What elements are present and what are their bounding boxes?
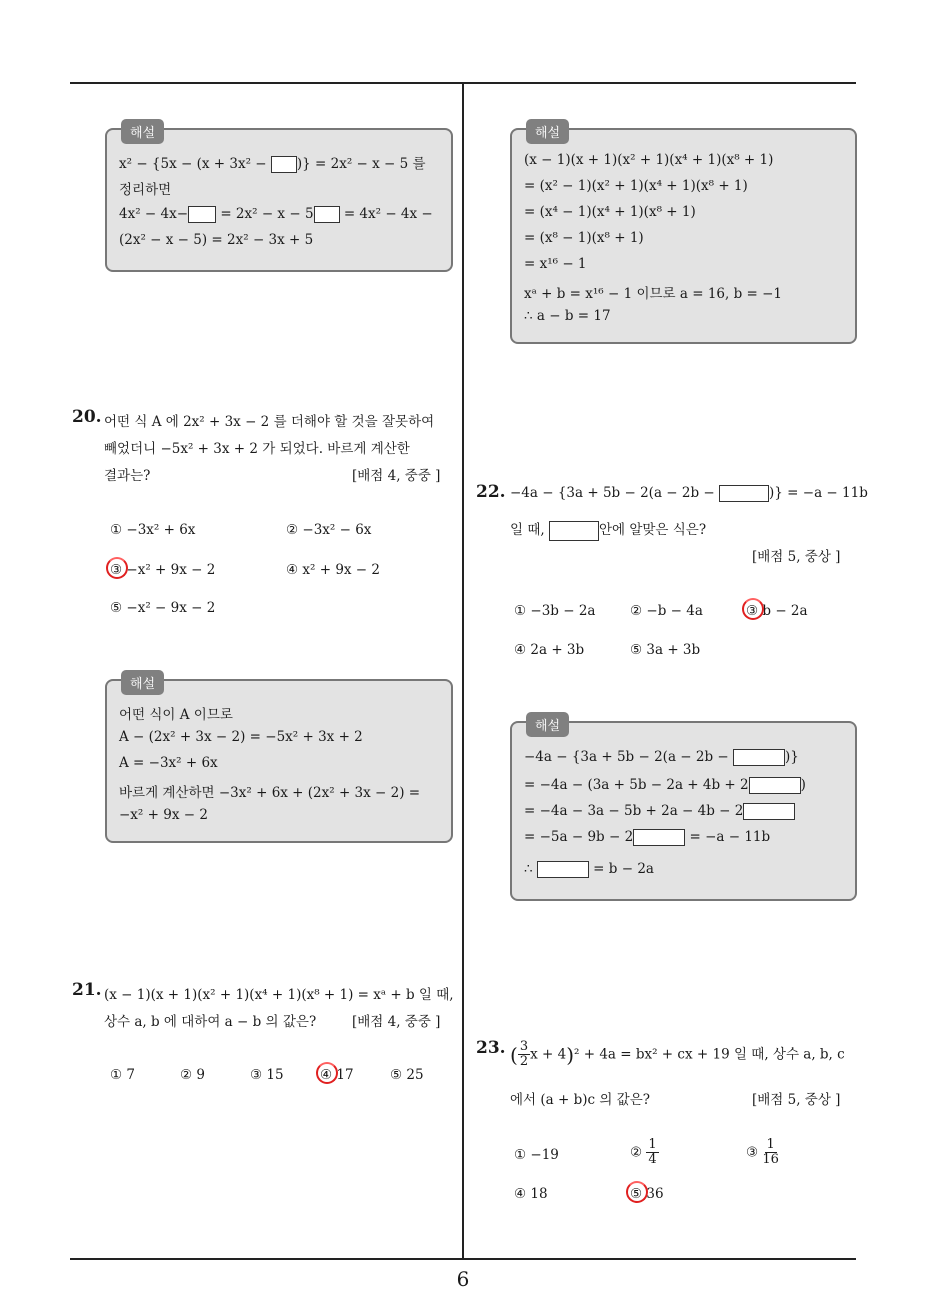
question-number-20: 20. (72, 407, 102, 427)
solution-line: x² − {5x − (x + 3x² − )} = 2x² − x − 5 를 (119, 156, 426, 172)
solution-line: ∴ = b − 2a (524, 861, 654, 877)
q23-option-1[interactable]: ① −19 (514, 1147, 559, 1163)
solution-box-22 (510, 721, 857, 901)
question-20-line1: 어떤 식 A 에 2x² + 3x − 2 를 더해야 할 것을 잘못하여 (104, 414, 435, 430)
question-20-line2: 빼었더니 −5x² + 3x + 2 가 되었다. 바르게 계산한 (104, 441, 410, 457)
solution-label: 해설 (121, 670, 164, 695)
column-divider (462, 84, 464, 1260)
solution-box-21 (510, 128, 857, 344)
bottom-rule (70, 1258, 856, 1260)
solution-line: ∴ a − b = 17 (524, 308, 611, 324)
q22-option-2[interactable]: ② −b − 4a (630, 603, 703, 619)
solution-line: 어떤 식이 A 이므로 (119, 707, 233, 723)
question-23-line2: 에서 (a + b)c 의 값은? (510, 1092, 650, 1108)
q20-option-5[interactable]: ⑤ −x² − 9x − 2 (110, 600, 216, 616)
q20-option-1[interactable]: ① −3x² + 6x (110, 522, 196, 538)
solution-label: 해설 (526, 119, 569, 144)
solution-line: 바르게 계산하면 −3x² + 6x + (2x² + 3x − 2) = (119, 785, 421, 801)
q20-option-3[interactable]: ③ −x² + 9x − 2 (110, 562, 216, 578)
solution-line: (x − 1)(x + 1)(x² + 1)(x⁴ + 1)(x⁸ + 1) (524, 152, 774, 168)
question-21-line1: (x − 1)(x + 1)(x² + 1)(x⁴ + 1)(x⁸ + 1) = xᵃ + b 일 때, (104, 987, 454, 1003)
q21-option-2[interactable]: ② 9 (180, 1067, 205, 1083)
q22-option-5[interactable]: ⑤ 3a + 3b (630, 642, 701, 658)
answer-circle-mark (106, 557, 128, 579)
solution-line: 정리하면 (119, 182, 172, 198)
q20-option-2[interactable]: ② −3x² − 6x (286, 522, 372, 538)
question-22-line1: −4a − {3a + 5b − 2(a − 2b − )} = −a − 11b (510, 485, 868, 501)
answer-circle-mark (626, 1181, 648, 1203)
q23-option-2[interactable]: ② $\frac{1}{4}$ (630, 1137, 657, 1168)
solution-line: 4x² − 4x− = 2x² − x − 5 = 4x² − 4x − (119, 206, 433, 222)
solution-line: = −4a − 3a − 5b + 2a − 4b − 2 (524, 803, 795, 820)
solution-label: 해설 (526, 712, 569, 737)
question-23-line1: ( $\frac{3}{2}$ x + 4)² + 4a = bx² + cx + 19 일 때, 상수 a, b, c (510, 1039, 845, 1070)
solution-line: −x² + 9x − 2 (119, 807, 208, 823)
question-22-line2: 일 때, 안에 알맞은 식은? (510, 518, 706, 541)
q21-option-5[interactable]: ⑤ 25 (390, 1067, 424, 1083)
page-number: 6 (456, 1267, 470, 1291)
q22-option-3[interactable]: ③ b − 2a (746, 603, 808, 619)
q20-option-4[interactable]: ④ x² + 9x − 2 (286, 562, 380, 578)
question-23-score: [배점 5, 중상 ] (752, 1092, 841, 1108)
solution-line: A − (2x² + 3x − 2) = −5x² + 3x + 2 (119, 729, 363, 745)
solution-line: = x¹⁶ − 1 (524, 256, 587, 272)
question-number-23: 23. (476, 1038, 506, 1058)
solution-line: A = −3x² + 6x (119, 755, 218, 771)
solution-line: = (x⁸ − 1)(x⁸ + 1) (524, 230, 644, 246)
question-20-score: [배점 4, 중중 ] (352, 468, 441, 484)
q21-option-4[interactable]: ④ 17 (320, 1067, 354, 1083)
q23-option-4[interactable]: ④ 18 (514, 1186, 548, 1202)
q23-option-5[interactable]: ⑤ 36 (630, 1186, 664, 1202)
solution-line: = (x⁴ − 1)(x⁴ + 1)(x⁸ + 1) (524, 204, 696, 220)
question-21-line2: 상수 a, b 에 대하여 a − b 의 값은? (104, 1014, 317, 1030)
solution-box-19 (105, 128, 453, 272)
question-22-score: [배점 5, 중상 ] (752, 549, 841, 565)
question-21-score: [배점 4, 중중 ] (352, 1014, 441, 1030)
answer-circle-mark (316, 1062, 338, 1084)
solution-line: = −4a − (3a + 5b − 2a + 4b + 2 ) (524, 777, 806, 793)
answer-circle-mark (742, 598, 764, 620)
solution-line: xᵃ + b = x¹⁶ − 1 이므로 a = 16, b = −1 (524, 286, 783, 302)
solution-line: = −5a − 9b − 2 = −a − 11b (524, 829, 771, 845)
solution-box-20 (105, 679, 453, 843)
question-number-21: 21. (72, 980, 102, 1000)
q23-option-3[interactable]: ③ $\frac{1}{16}$ (746, 1137, 779, 1168)
q21-option-1[interactable]: ① 7 (110, 1067, 135, 1083)
question-20-line3: 결과는? (104, 468, 151, 484)
solution-line: −4a − {3a + 5b − 2(a − 2b − )} (524, 749, 799, 765)
q21-option-3[interactable]: ③ 15 (250, 1067, 284, 1083)
solution-label: 해설 (121, 119, 164, 144)
q22-option-1[interactable]: ① −3b − 2a (514, 603, 596, 619)
solution-line: (2x² − x − 5) = 2x² − 3x + 5 (119, 232, 314, 248)
question-number-22: 22. (476, 482, 506, 502)
solution-line: = (x² − 1)(x² + 1)(x⁴ + 1)(x⁸ + 1) (524, 178, 748, 194)
q22-option-4[interactable]: ④ 2a + 3b (514, 642, 585, 658)
